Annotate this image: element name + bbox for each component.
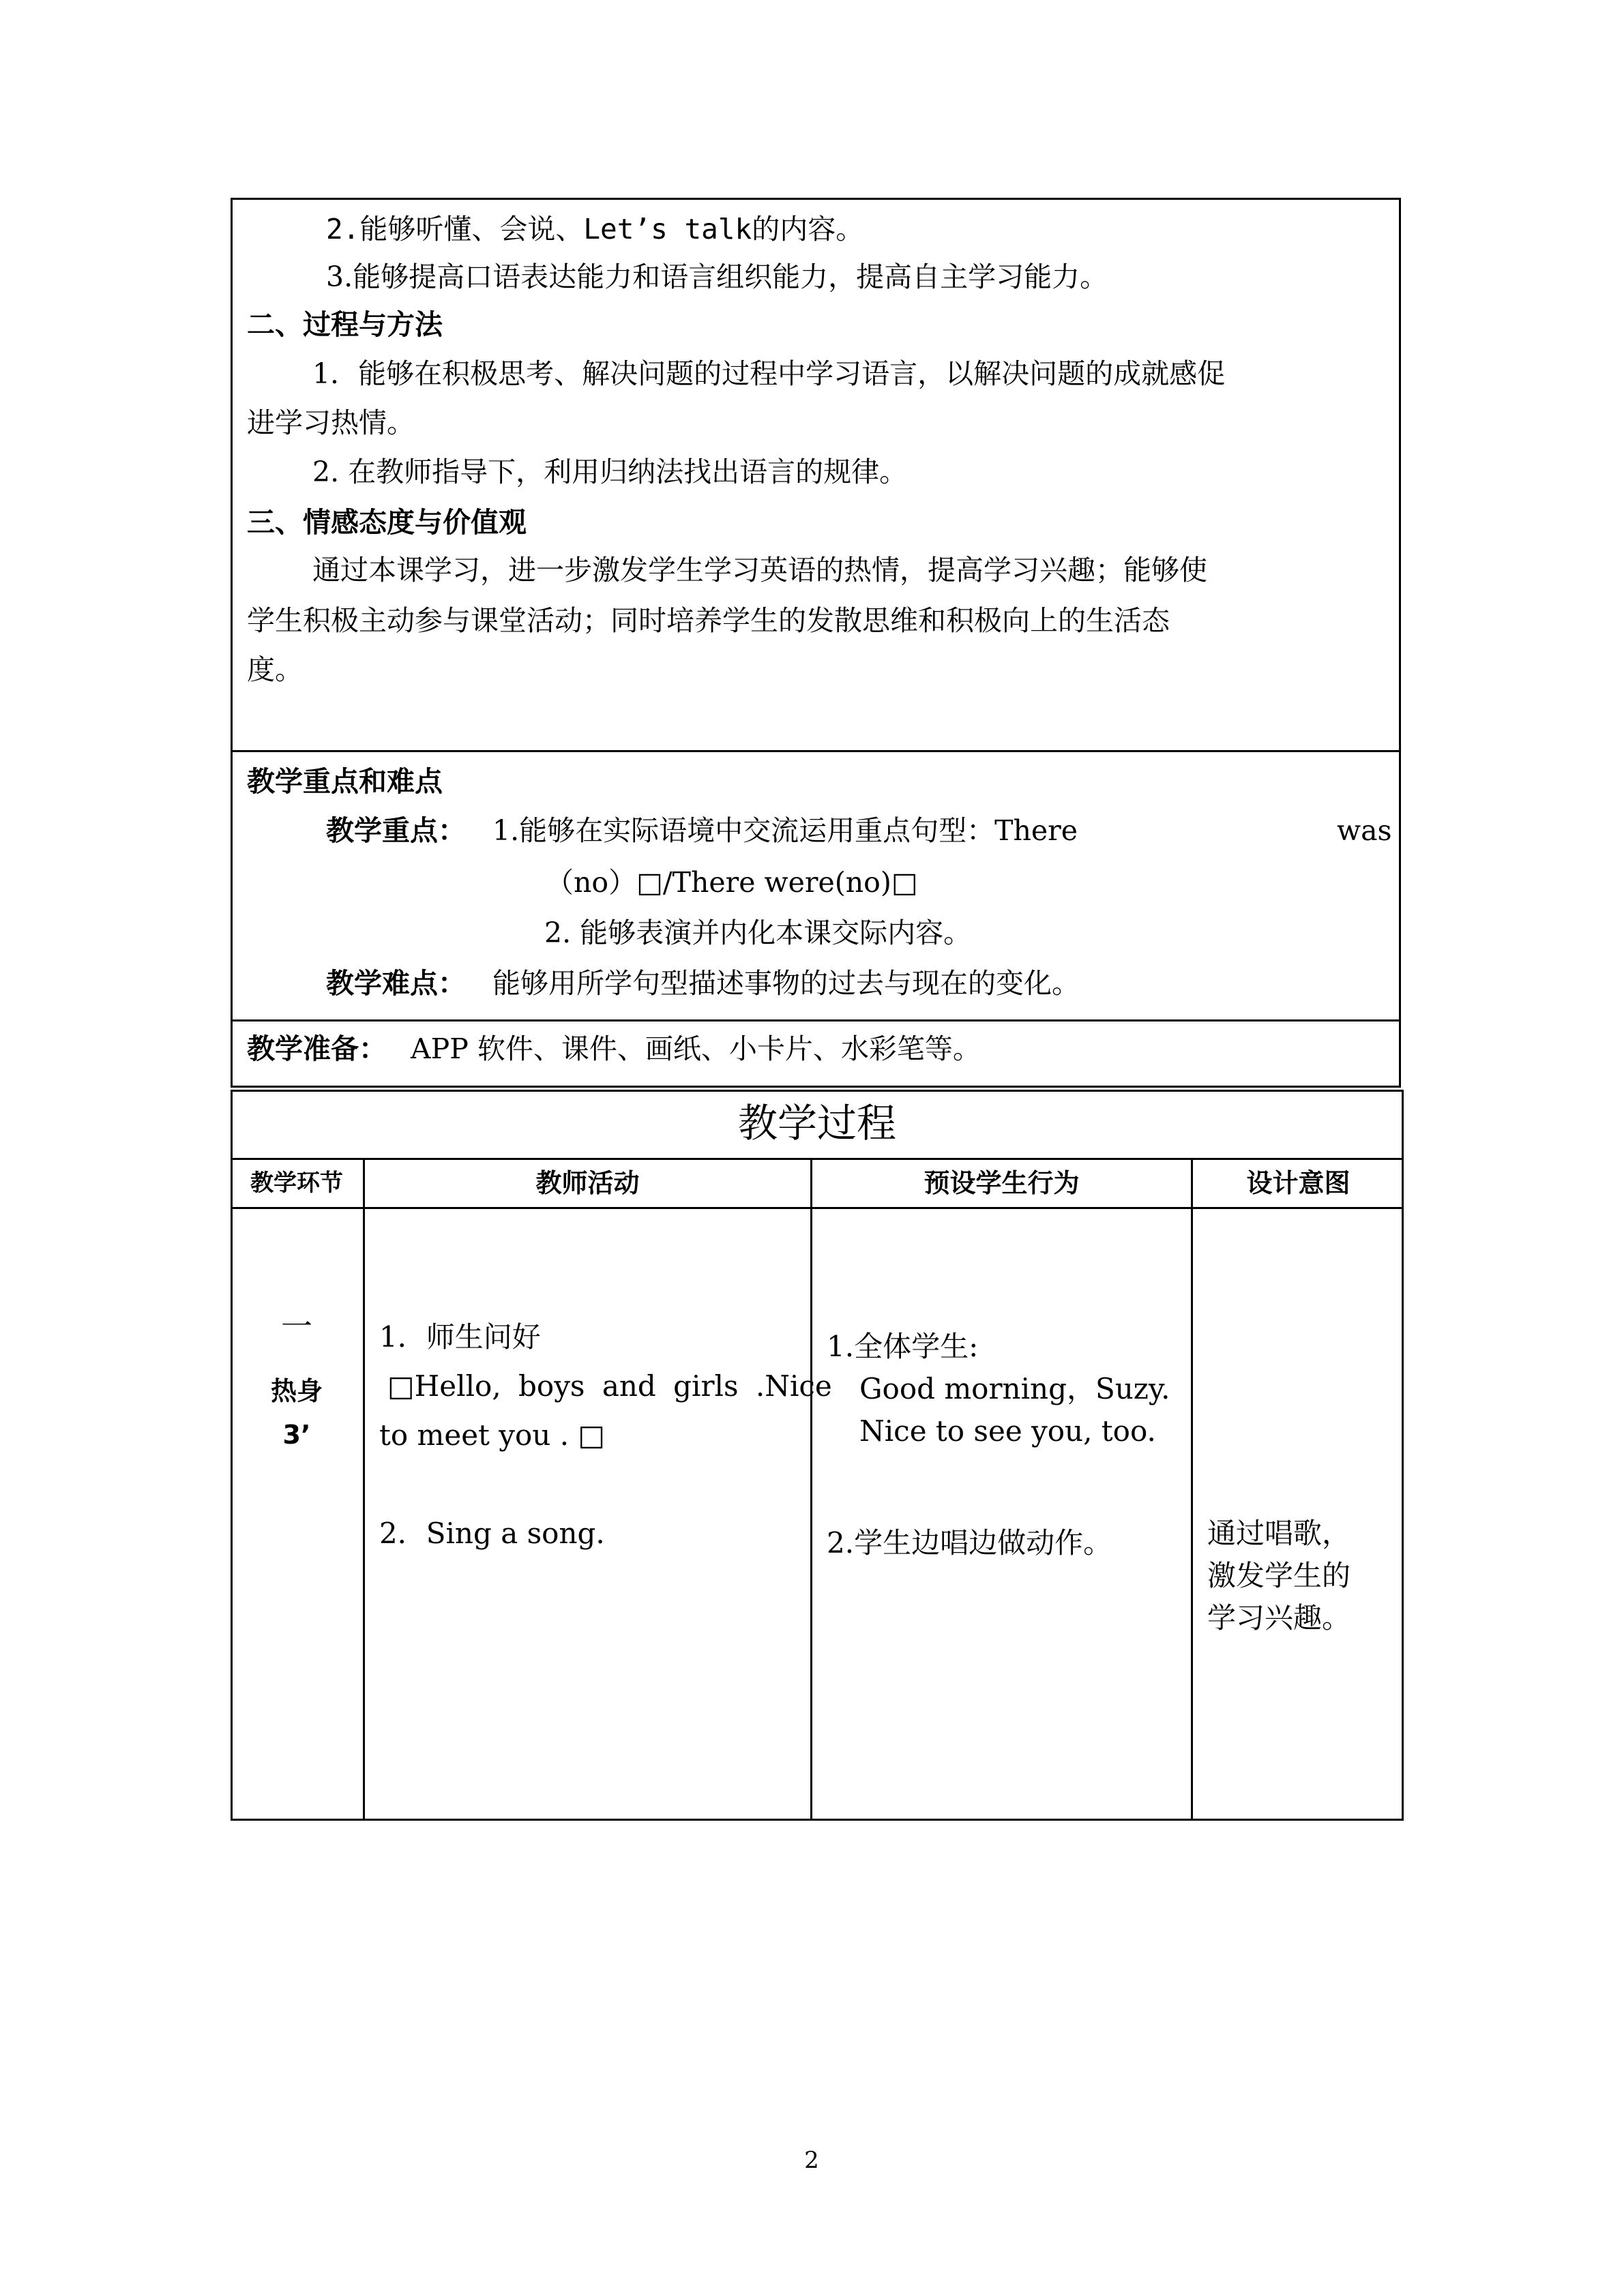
table-divider bbox=[231, 750, 1401, 752]
section-3-text-end: 度。 bbox=[247, 653, 303, 686]
column-divider bbox=[810, 1158, 812, 1821]
key-points-title: 教学重点和难点 bbox=[247, 765, 443, 798]
section-2-item-2: 2. 在教师指导下，利用归纳法找出语言的规律。 bbox=[312, 456, 908, 488]
section-3-text: 通过本课学习，进一步激发学生学习英语的热情，提高学习兴趣；能够使 bbox=[312, 554, 1207, 586]
difficulty-text: 能够用所学句型描述事物的过去与现在的变化。 bbox=[492, 967, 1080, 1000]
objective-line-3: 3.能够提高口语表达能力和语言组织能力，提高自主学习能力。 bbox=[326, 260, 1108, 293]
stage-name: 热身 bbox=[270, 1376, 323, 1406]
teacher-activity-2: 2．Sing a song. bbox=[379, 1517, 605, 1550]
stage-number: 一 bbox=[281, 1308, 312, 1345]
table-divider bbox=[231, 1207, 1404, 1209]
column-divider bbox=[363, 1158, 365, 1821]
design-intent-line-3: 学习兴趣。 bbox=[1207, 1601, 1351, 1635]
stage-time: 3’ bbox=[282, 1420, 311, 1450]
header-teacher-activity: 教师活动 bbox=[535, 1168, 640, 1198]
focus-text-2: 2. 能够表演并内化本课交际内容。 bbox=[544, 916, 972, 949]
preparation-text: APP 软件、课件、画纸、小卡片、水彩笔等。 bbox=[411, 1032, 981, 1065]
page-number: 2 bbox=[804, 2147, 819, 2174]
section-2-item-1-cont: 进学习热情。 bbox=[247, 406, 415, 439]
teacher-activity-1-line-2: to meet you . □ bbox=[379, 1418, 606, 1452]
section-3-title: 三、情感态度与价值观 bbox=[247, 506, 527, 539]
focus-text-end: was bbox=[1337, 814, 1392, 847]
column-divider bbox=[1191, 1158, 1193, 1821]
section-2-item-1: 1．能够在积极思考、解决问题的过程中学习语言，以解决问题的成就感促 bbox=[312, 357, 1226, 390]
header-design-intent: 设计意图 bbox=[1246, 1168, 1350, 1198]
student-behavior-1-title: 1.全体学生: bbox=[827, 1330, 979, 1363]
focus-text: 1.能够在实际语境中交流运用重点句型：There bbox=[492, 814, 1078, 847]
difficulty-label: 教学难点： bbox=[326, 967, 466, 1000]
process-title: 教学过程 bbox=[737, 1100, 896, 1146]
preparation-label: 教学准备： bbox=[247, 1032, 387, 1065]
table-divider bbox=[231, 1019, 1401, 1022]
student-behavior-2: 2.学生边唱边做动作。 bbox=[827, 1526, 1112, 1560]
student-behavior-1-line-2: Nice to see you, too. bbox=[859, 1414, 1156, 1448]
design-intent-line-1: 通过唱歌， bbox=[1207, 1517, 1351, 1550]
header-stage: 教学环节 bbox=[250, 1169, 343, 1197]
teacher-activity-1-title: 1．师生问好 bbox=[379, 1320, 541, 1354]
student-behavior-1-line-1: Good morning，Suzy. bbox=[859, 1372, 1170, 1405]
section-2-title: 二、过程与方法 bbox=[247, 308, 443, 341]
objective-line-2: 2.能够听懂、会说、Let’s talk的内容。 bbox=[326, 213, 864, 245]
header-student-behavior: 预设学生行为 bbox=[924, 1168, 1080, 1198]
focus-text-cont: （no）□/There were(no)□ bbox=[546, 866, 918, 899]
section-3-text-cont: 学生积极主动参与课堂活动；同时培养学生的发散思维和积极向上的生活态 bbox=[247, 604, 1170, 637]
teacher-activity-1-line-1: □Hello, boys and girls .Nice bbox=[387, 1369, 832, 1403]
focus-label: 教学重点： bbox=[326, 814, 466, 847]
design-intent-line-2: 激发学生的 bbox=[1207, 1559, 1351, 1592]
